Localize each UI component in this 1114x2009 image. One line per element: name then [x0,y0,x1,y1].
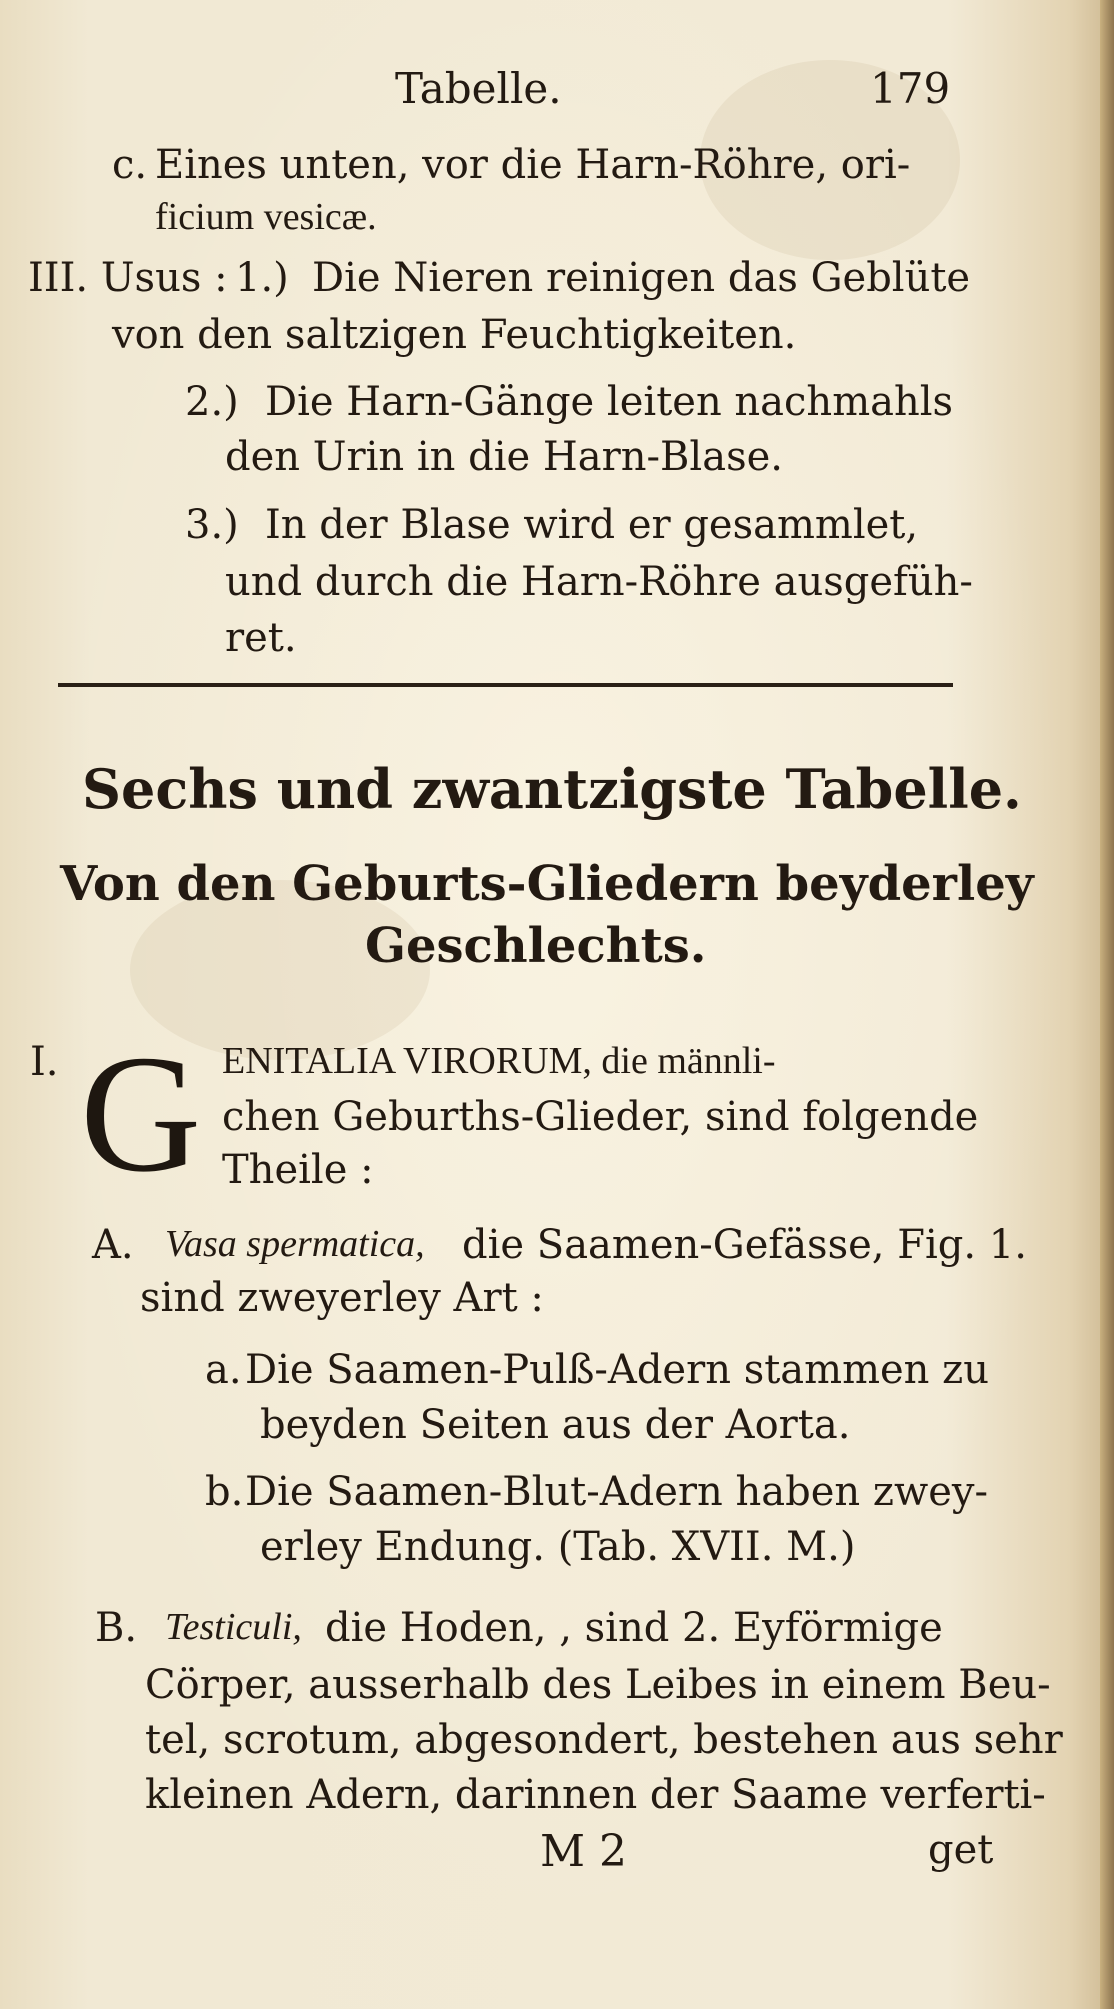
item-number: 2.) [185,379,239,425]
text-line: Die Nieren reinigen das Geblüte [312,255,971,301]
section-subtitle: Von den Geburts-Gliedern beyderley [60,856,1034,912]
item-label-b: B. [95,1605,138,1651]
text-line: tel, scrotum, abgesondert, bestehen aus sehr [145,1717,1063,1763]
section-title: Sechs und zwantzigste Tabelle. [82,757,1022,821]
text-line: erley Endung. (Tab. XVII. M.) [260,1524,856,1570]
text-line: Die Saamen-Pulß-Adern stammen zu [245,1347,989,1393]
item-label-a: A. [92,1222,134,1268]
item-label-b-sub: b. [205,1469,244,1515]
text-line: die Hoden, , sind 2. Eyförmige [325,1605,943,1651]
text-line: Theile : [222,1147,374,1193]
text-line: Die Saamen-Blut-Adern haben zwey- [245,1469,988,1515]
text-line: den Urin in die Harn-Blase. [225,434,783,480]
text-line: und durch die Harn-Röhre ausgefüh- [225,559,973,605]
text-line: In der Blase wird er gesammlet, [265,502,919,548]
roman-numeral: I. [30,1039,59,1085]
section-divider [58,683,953,687]
latin-term: Vasa spermatica, [165,1223,425,1265]
section-subtitle: Geschlechts. [365,918,707,974]
latin-term: Testiculi, [165,1606,302,1648]
text-line: Die Harn-Gänge leiten nachmahls [265,379,954,425]
item-label-a-sub: a. [205,1347,242,1393]
text-line: von den saltzigen Feuchtigkeiten. [112,312,797,358]
running-title: Tabelle. [395,64,562,113]
text-line: chen Geburths-Glieder, sind folgende [222,1094,979,1140]
drop-cap: G [80,1021,202,1207]
text-line: beyden Seiten aus der Aorta. [260,1402,851,1448]
text-line: Cörper, ausserhalb des Leibes in einem Beu- [145,1662,1051,1708]
text-line: ret. [225,615,297,661]
text-line: sind zweyerley Art : [140,1275,544,1321]
item-label-c: c. [112,142,148,188]
usus-label: III. Usus : [28,255,228,301]
signature-mark: M 2 [540,1826,628,1877]
page-number: 179 [870,64,951,113]
text-line: ficium vesicæ. [155,196,377,238]
text-line: die Saamen-Gefässe, Fig. 1. [462,1222,1027,1268]
item-number: 1.) [235,255,289,301]
item-number: 3.) [185,502,239,548]
text-line: Eines unten, vor die Harn-Röhre, ori- [155,142,911,188]
catchword: get [928,1827,994,1873]
text-line: ENITALIA VIRORUM, die männli- [222,1040,776,1082]
page-edge [1100,0,1114,2009]
text-line: kleinen Adern, darinnen der Saame verferti- [145,1772,1046,1818]
